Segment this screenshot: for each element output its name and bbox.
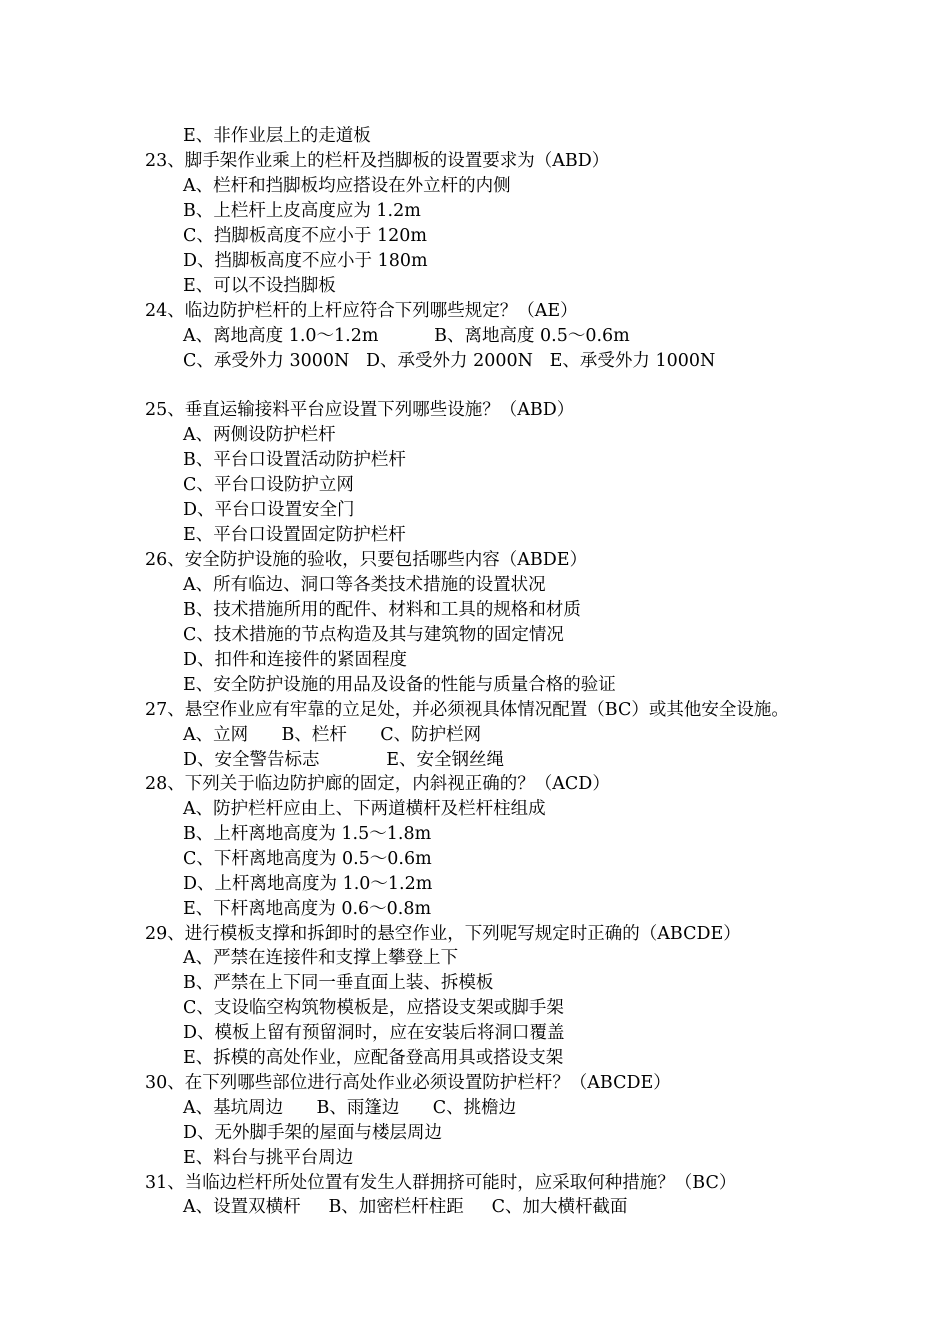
option-line: E、拆模的高处作业，应配备登高用具或搭设支架 [183,1048,564,1068]
option-line: E、料台与挑平台周边 [183,1148,354,1168]
option-line: B、技术措施所用的配件、材料和工具的规格和材质 [183,600,581,620]
option-line: E、下杆离地高度为 0.6～0.8m [183,899,432,919]
question-26: 26、安全防护设施的验收，只要包括哪些内容（ABDE） [145,550,588,570]
option-line: D、扣件和连接件的紧固程度 [183,650,408,670]
option-line: B、平台口设置活动防护栏杆 [183,450,406,470]
option-line: D、挡脚板高度不应小于 180m [183,251,428,271]
option-line: A、所有临边、洞口等各类技术措施的设置状况 [183,575,546,595]
option-line: D、模板上留有预留洞时，应在安装后将洞口覆盖 [183,1023,565,1043]
option-line: A、栏杆和挡脚板均应搭设在外立杆的内侧 [183,176,511,196]
question-28: 28、下列关于临边防护廊的固定，内斜视正确的？（ACD） [145,774,610,794]
option-line: C、下杆离地高度为 0.5～0.6m [183,849,432,869]
option-line: C、支设临空构筑物模板是，应搭设支架或脚手架 [183,998,564,1018]
question-27: 27、悬空作业应有牢靠的立足处，并必须视具体情况配置（BC）或其他安全设施。 [145,700,789,720]
option-line: B、上栏杆上皮高度应为 1.2m [183,201,421,221]
option-line: C、技术措施的节点构造及其与建筑物的固定情况 [183,625,564,645]
question-24: 24、临边防护栏杆的上杆应符合下列哪些规定？（AE） [145,301,578,321]
option-line: A、基坑周边 B、雨篷边 C、挑檐边 [183,1098,517,1118]
option-line: A、防护栏杆应由上、下两道横杆及栏杆柱组成 [183,799,546,819]
option-line: A、立网 B、栏杆 C、防护栏网 [183,725,482,745]
option-line: D、安全警告标志 E、安全钢丝绳 [183,750,505,770]
option-line: C、承受外力 3000N D、承受外力 2000N E、承受外力 1000N [183,351,716,371]
option-line: A、离地高度 1.0～1.2m B、离地高度 0.5～0.6m [183,326,630,346]
option-line: A、两侧设防护栏杆 [183,425,336,445]
question-29: 29、进行模板支撑和拆卸时的悬空作业，下列呢写规定时正确的（ABCDE） [145,924,741,944]
question-30: 30、在下列哪些部位进行高处作业必须设置防护栏杆？（ABCDE） [145,1073,671,1093]
option-line: E、安全防护设施的用品及设备的性能与质量合格的验证 [183,675,616,695]
option-line: C、挡脚板高度不应小于 120m [183,226,427,246]
question-31: 31、当临边栏杆所处位置有发生人群拥挤可能时，应采取何种措施？（BC） [145,1173,737,1193]
option-line: B、严禁在上下同一垂直面上装、拆模板 [183,973,494,993]
option-line: E、可以不设挡脚板 [183,276,336,296]
option-line: A、设置双横杆 B、加密栏杆柱距 C、加大横杆截面 [183,1197,628,1217]
option-line: D、上杆离地高度为 1.0～1.2m [183,874,433,894]
option-line: C、平台口设防护立网 [183,475,354,495]
option-line: B、上杆离地高度为 1.5～1.8m [183,824,432,844]
option-line: A、严禁在连接件和支撑上攀登上下 [183,948,459,968]
option-line: D、无外脚手架的屋面与楼层周边 [183,1123,443,1143]
option-line: D、平台口设置安全门 [183,500,355,520]
option-line: E、非作业层上的走道板 [183,126,371,146]
question-23: 23、脚手架作业乘上的栏杆及挡脚板的设置要求为（ABD） [145,151,610,171]
question-25: 25、垂直运输接料平台应设置下列哪些设施？（ABD） [145,400,575,420]
option-line: E、平台口设置固定防护栏杆 [183,525,406,545]
